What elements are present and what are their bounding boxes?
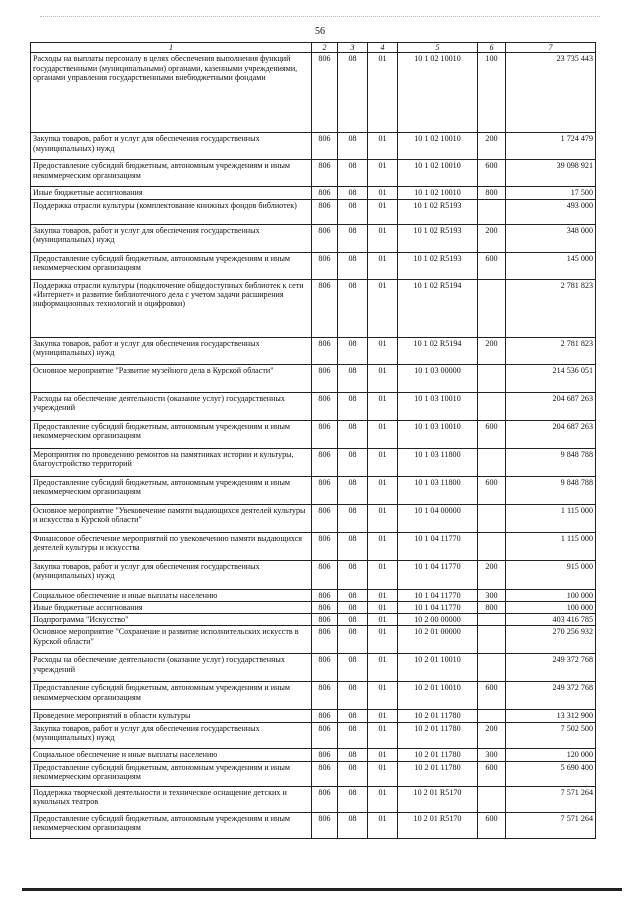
header-col-4: 4 bbox=[368, 43, 398, 53]
page-number: 56 bbox=[315, 26, 325, 37]
row-subsection: 01 bbox=[368, 504, 398, 532]
row-grbs: 806 bbox=[312, 448, 338, 476]
row-grbs: 806 bbox=[312, 532, 338, 560]
row-target-article: 10 1 02 10010 bbox=[398, 53, 478, 133]
row-subsection: 01 bbox=[368, 199, 398, 224]
row-subsection: 01 bbox=[368, 476, 398, 504]
row-section: 08 bbox=[338, 224, 368, 252]
row-expense-type: 600 bbox=[478, 420, 506, 448]
row-target-article: 10 1 02 10010 bbox=[398, 187, 478, 199]
row-section: 08 bbox=[338, 786, 368, 812]
row-name: Подпрограмма "Искусство" bbox=[31, 614, 312, 626]
table-row bbox=[31, 589, 596, 601]
row-expense-type: 600 bbox=[478, 476, 506, 504]
row-grbs: 806 bbox=[312, 392, 338, 420]
row-target-article: 10 1 02 10010 bbox=[398, 133, 478, 160]
row-amount: 39 098 921 bbox=[506, 160, 596, 187]
row-expense-type bbox=[478, 532, 506, 560]
row-name: Поддержка отрасли культуры (комплектование книжных фондов библиотек) bbox=[31, 199, 312, 224]
table-row bbox=[31, 626, 596, 654]
row-section: 08 bbox=[338, 761, 368, 786]
row-subsection: 01 bbox=[368, 187, 398, 199]
row-subsection: 01 bbox=[368, 133, 398, 160]
table-row bbox=[31, 476, 596, 504]
table-row bbox=[31, 812, 596, 838]
header-col-3: 3 bbox=[338, 43, 368, 53]
row-grbs: 806 bbox=[312, 589, 338, 601]
row-amount: 348 000 bbox=[506, 224, 596, 252]
row-expense-type: 200 bbox=[478, 133, 506, 160]
row-grbs: 806 bbox=[312, 654, 338, 682]
table-row bbox=[31, 252, 596, 279]
table-body bbox=[31, 53, 596, 838]
row-amount: 9 848 788 bbox=[506, 448, 596, 476]
row-section: 08 bbox=[338, 589, 368, 601]
row-expense-type bbox=[478, 710, 506, 722]
row-subsection: 01 bbox=[368, 589, 398, 601]
row-grbs: 806 bbox=[312, 160, 338, 187]
row-section: 08 bbox=[338, 53, 368, 133]
header-col-1: 1 bbox=[31, 43, 312, 53]
row-name: Закупка товаров, работ и услуг для обеспечения государственных (муниципальных) нужд bbox=[31, 224, 312, 252]
row-expense-type bbox=[478, 626, 506, 654]
row-grbs: 806 bbox=[312, 53, 338, 133]
row-target-article: 10 1 04 11770 bbox=[398, 601, 478, 613]
table-row bbox=[31, 654, 596, 682]
table-row bbox=[31, 786, 596, 812]
row-grbs: 806 bbox=[312, 614, 338, 626]
row-subsection: 01 bbox=[368, 392, 398, 420]
row-grbs: 806 bbox=[312, 420, 338, 448]
row-expense-type: 200 bbox=[478, 224, 506, 252]
row-grbs: 806 bbox=[312, 504, 338, 532]
row-grbs: 806 bbox=[312, 761, 338, 786]
row-amount: 915 000 bbox=[506, 560, 596, 589]
row-amount: 9 848 788 bbox=[506, 476, 596, 504]
row-grbs: 806 bbox=[312, 133, 338, 160]
row-target-article: 10 2 01 11780 bbox=[398, 722, 478, 748]
row-section: 08 bbox=[338, 614, 368, 626]
table-row bbox=[31, 53, 596, 133]
table-row bbox=[31, 560, 596, 589]
row-subsection: 01 bbox=[368, 532, 398, 560]
row-name: Основное мероприятие "Сохранение и развитие исполнительских искусств в Курской области" bbox=[31, 626, 312, 654]
row-section: 08 bbox=[338, 187, 368, 199]
row-name: Расходы на выплаты персоналу в целях обеспечения выполнения функций государственными (муниципальными) органами, казенными учреждениями, органами управления государственными внебюджетными фондами bbox=[31, 53, 312, 133]
row-target-article: 10 1 02 R5193 bbox=[398, 224, 478, 252]
row-section: 08 bbox=[338, 337, 368, 364]
table-row bbox=[31, 364, 596, 392]
table-row bbox=[31, 601, 596, 613]
scan-bottom-border bbox=[22, 888, 622, 891]
row-target-article: 10 2 01 11780 bbox=[398, 710, 478, 722]
row-name: Предоставление субсидий бюджетным, автономным учреждениям и иным некоммерческим организациям bbox=[31, 761, 312, 786]
row-subsection: 01 bbox=[368, 224, 398, 252]
table-row bbox=[31, 614, 596, 626]
row-grbs: 806 bbox=[312, 279, 338, 337]
row-grbs: 806 bbox=[312, 337, 338, 364]
row-section: 08 bbox=[338, 682, 368, 710]
header-col-6: 6 bbox=[478, 43, 506, 53]
row-name: Предоставление субсидий бюджетным, автономным учреждениям и иным некоммерческим организациям bbox=[31, 252, 312, 279]
row-amount: 2 781 823 bbox=[506, 279, 596, 337]
row-expense-type bbox=[478, 504, 506, 532]
row-name: Предоставление субсидий бюджетным, автономным учреждениям и иным некоммерческим организациям bbox=[31, 160, 312, 187]
row-grbs: 806 bbox=[312, 560, 338, 589]
table-row bbox=[31, 748, 596, 761]
row-section: 08 bbox=[338, 476, 368, 504]
row-name: Закупка товаров, работ и услуг для обеспечения государственных (муниципальных) нужд bbox=[31, 560, 312, 589]
table-row bbox=[31, 722, 596, 748]
row-section: 08 bbox=[338, 560, 368, 589]
table-row bbox=[31, 420, 596, 448]
row-amount: 493 000 bbox=[506, 199, 596, 224]
table-row bbox=[31, 337, 596, 364]
table-row bbox=[31, 682, 596, 710]
row-section: 08 bbox=[338, 279, 368, 337]
row-subsection: 01 bbox=[368, 364, 398, 392]
row-target-article: 10 1 02 R5193 bbox=[398, 252, 478, 279]
row-expense-type bbox=[478, 448, 506, 476]
row-grbs: 806 bbox=[312, 722, 338, 748]
row-amount: 1 115 000 bbox=[506, 504, 596, 532]
row-grbs: 806 bbox=[312, 187, 338, 199]
row-target-article: 10 1 03 10010 bbox=[398, 420, 478, 448]
row-subsection: 01 bbox=[368, 812, 398, 838]
row-expense-type bbox=[478, 364, 506, 392]
row-grbs: 806 bbox=[312, 812, 338, 838]
row-amount: 7 571 264 bbox=[506, 812, 596, 838]
row-target-article: 10 2 01 11780 bbox=[398, 748, 478, 761]
row-target-article: 10 1 03 11800 bbox=[398, 448, 478, 476]
row-section: 08 bbox=[338, 532, 368, 560]
row-subsection: 01 bbox=[368, 614, 398, 626]
row-subsection: 01 bbox=[368, 722, 398, 748]
table-row bbox=[31, 710, 596, 722]
row-amount: 7 571 264 bbox=[506, 786, 596, 812]
row-grbs: 806 bbox=[312, 224, 338, 252]
row-target-article: 10 1 02 R5194 bbox=[398, 337, 478, 364]
row-subsection: 01 bbox=[368, 761, 398, 786]
scan-top-border bbox=[40, 16, 600, 18]
row-expense-type: 600 bbox=[478, 682, 506, 710]
row-grbs: 806 bbox=[312, 476, 338, 504]
row-subsection: 01 bbox=[368, 160, 398, 187]
row-amount: 403 416 785 bbox=[506, 614, 596, 626]
row-amount: 145 000 bbox=[506, 252, 596, 279]
row-section: 08 bbox=[338, 812, 368, 838]
table-row bbox=[31, 392, 596, 420]
row-name: Иные бюджетные ассигнования bbox=[31, 601, 312, 613]
row-amount: 120 000 bbox=[506, 748, 596, 761]
row-target-article: 10 2 01 R5170 bbox=[398, 786, 478, 812]
row-name: Предоставление субсидий бюджетным, автономным учреждениям и иным некоммерческим организациям bbox=[31, 812, 312, 838]
table-row bbox=[31, 187, 596, 199]
row-expense-type bbox=[478, 279, 506, 337]
row-name: Предоставление субсидий бюджетным, автономным учреждениям и иным некоммерческим организациям bbox=[31, 682, 312, 710]
row-name: Социальное обеспечение и иные выплаты населению bbox=[31, 748, 312, 761]
row-name: Финансовое обеспечение мероприятий по увековечению памяти выдающихся деятелей культуры и искусства bbox=[31, 532, 312, 560]
row-amount: 1 724 479 bbox=[506, 133, 596, 160]
row-name: Мероприятия по проведению ремонтов на памятниках истории и культуры, благоустройство территорий bbox=[31, 448, 312, 476]
row-subsection: 01 bbox=[368, 601, 398, 613]
row-grbs: 806 bbox=[312, 748, 338, 761]
row-amount: 7 502 500 bbox=[506, 722, 596, 748]
budget-table bbox=[30, 42, 596, 839]
table-row bbox=[31, 160, 596, 187]
row-target-article: 10 1 02 10010 bbox=[398, 160, 478, 187]
row-grbs: 806 bbox=[312, 252, 338, 279]
row-amount: 1 115 000 bbox=[506, 532, 596, 560]
row-amount: 214 536 051 bbox=[506, 364, 596, 392]
row-subsection: 01 bbox=[368, 448, 398, 476]
row-expense-type bbox=[478, 654, 506, 682]
row-grbs: 806 bbox=[312, 710, 338, 722]
row-grbs: 806 bbox=[312, 682, 338, 710]
row-section: 08 bbox=[338, 748, 368, 761]
row-name: Проведение мероприятий в области культуры bbox=[31, 710, 312, 722]
row-section: 08 bbox=[338, 392, 368, 420]
row-target-article: 10 1 03 11800 bbox=[398, 476, 478, 504]
row-expense-type: 600 bbox=[478, 761, 506, 786]
row-subsection: 01 bbox=[368, 420, 398, 448]
row-section: 08 bbox=[338, 252, 368, 279]
row-subsection: 01 bbox=[368, 279, 398, 337]
row-section: 08 bbox=[338, 504, 368, 532]
row-name: Поддержка отрасли культуры (подключение общедоступных библиотек к сети «Интернет» и развитие библиотечного дела с учетом задачи расширения информационных технологий и оцифровки) bbox=[31, 279, 312, 337]
row-expense-type: 800 bbox=[478, 187, 506, 199]
row-target-article: 10 1 02 R5194 bbox=[398, 279, 478, 337]
row-section: 08 bbox=[338, 364, 368, 392]
row-subsection: 01 bbox=[368, 337, 398, 364]
row-section: 08 bbox=[338, 722, 368, 748]
row-expense-type: 600 bbox=[478, 812, 506, 838]
row-target-article: 10 2 00 00000 bbox=[398, 614, 478, 626]
row-grbs: 806 bbox=[312, 199, 338, 224]
row-expense-type bbox=[478, 392, 506, 420]
row-subsection: 01 bbox=[368, 786, 398, 812]
row-name: Закупка товаров, работ и услуг для обеспечения государственных (муниципальных) нужд bbox=[31, 337, 312, 364]
row-amount: 5 690 400 bbox=[506, 761, 596, 786]
row-target-article: 10 1 04 11770 bbox=[398, 589, 478, 601]
header-col-2: 2 bbox=[312, 43, 338, 53]
row-section: 08 bbox=[338, 626, 368, 654]
row-expense-type: 300 bbox=[478, 748, 506, 761]
row-name: Предоставление субсидий бюджетным, автономным учреждениям и иным некоммерческим организациям bbox=[31, 420, 312, 448]
row-expense-type bbox=[478, 614, 506, 626]
row-amount: 100 000 bbox=[506, 589, 596, 601]
row-target-article: 10 1 02 R5193 bbox=[398, 199, 478, 224]
row-amount: 17 500 bbox=[506, 187, 596, 199]
table-row bbox=[31, 504, 596, 532]
row-amount: 100 000 bbox=[506, 601, 596, 613]
row-expense-type bbox=[478, 199, 506, 224]
row-name: Закупка товаров, работ и услуг для обеспечения государственных (муниципальных) нужд bbox=[31, 722, 312, 748]
row-target-article: 10 2 01 10010 bbox=[398, 654, 478, 682]
table-row bbox=[31, 532, 596, 560]
header-row bbox=[31, 43, 596, 53]
table-row bbox=[31, 761, 596, 786]
row-section: 08 bbox=[338, 448, 368, 476]
row-grbs: 806 bbox=[312, 601, 338, 613]
row-subsection: 01 bbox=[368, 53, 398, 133]
row-target-article: 10 2 01 10010 bbox=[398, 682, 478, 710]
row-amount: 249 372 768 bbox=[506, 682, 596, 710]
row-name: Закупка товаров, работ и услуг для обеспечения государственных (муниципальных) нужд bbox=[31, 133, 312, 160]
row-subsection: 01 bbox=[368, 748, 398, 761]
row-name: Поддержка творческой деятельности и техническое оснащение детских и кукольных театров bbox=[31, 786, 312, 812]
table-row bbox=[31, 279, 596, 337]
table-row bbox=[31, 224, 596, 252]
row-expense-type: 600 bbox=[478, 252, 506, 279]
row-section: 08 bbox=[338, 654, 368, 682]
row-name: Расходы на обеспечение деятельности (оказание услуг) государственных учреждений bbox=[31, 392, 312, 420]
row-name: Расходы на обеспечение деятельности (оказание услуг) государственных учреждений bbox=[31, 654, 312, 682]
row-target-article: 10 1 03 10010 bbox=[398, 392, 478, 420]
row-section: 08 bbox=[338, 160, 368, 187]
row-amount: 2 781 823 bbox=[506, 337, 596, 364]
row-section: 08 bbox=[338, 710, 368, 722]
row-grbs: 806 bbox=[312, 364, 338, 392]
row-target-article: 10 1 03 00000 bbox=[398, 364, 478, 392]
header-col-5: 5 bbox=[398, 43, 478, 53]
row-name: Основное мероприятие "Развитие музейного дела в Курской области" bbox=[31, 364, 312, 392]
row-target-article: 10 2 01 11780 bbox=[398, 761, 478, 786]
row-subsection: 01 bbox=[368, 560, 398, 589]
row-subsection: 01 bbox=[368, 626, 398, 654]
row-target-article: 10 2 01 R5170 bbox=[398, 812, 478, 838]
table-row bbox=[31, 448, 596, 476]
header-col-7: 7 bbox=[506, 43, 596, 53]
row-amount: 13 312 900 bbox=[506, 710, 596, 722]
row-name: Предоставление субсидий бюджетным, автономным учреждениям и иным некоммерческим организациям bbox=[31, 476, 312, 504]
row-amount: 204 687 263 bbox=[506, 392, 596, 420]
row-expense-type bbox=[478, 786, 506, 812]
row-subsection: 01 bbox=[368, 654, 398, 682]
row-subsection: 01 bbox=[368, 682, 398, 710]
row-expense-type: 800 bbox=[478, 601, 506, 613]
table-row bbox=[31, 199, 596, 224]
row-amount: 23 735 443 bbox=[506, 53, 596, 133]
row-name: Социальное обеспечение и иные выплаты населению bbox=[31, 589, 312, 601]
row-expense-type: 200 bbox=[478, 560, 506, 589]
row-expense-type: 100 bbox=[478, 53, 506, 133]
row-grbs: 806 bbox=[312, 626, 338, 654]
row-target-article: 10 1 04 11770 bbox=[398, 560, 478, 589]
row-expense-type: 200 bbox=[478, 722, 506, 748]
row-subsection: 01 bbox=[368, 710, 398, 722]
row-amount: 204 687 263 bbox=[506, 420, 596, 448]
table-row bbox=[31, 133, 596, 160]
row-grbs: 806 bbox=[312, 786, 338, 812]
row-expense-type: 300 bbox=[478, 589, 506, 601]
row-amount: 270 256 932 bbox=[506, 626, 596, 654]
row-section: 08 bbox=[338, 601, 368, 613]
row-target-article: 10 2 01 00000 bbox=[398, 626, 478, 654]
row-name: Иные бюджетные ассигнования bbox=[31, 187, 312, 199]
row-section: 08 bbox=[338, 199, 368, 224]
row-target-article: 10 1 04 00000 bbox=[398, 504, 478, 532]
row-target-article: 10 1 04 11770 bbox=[398, 532, 478, 560]
row-expense-type: 200 bbox=[478, 337, 506, 364]
row-section: 08 bbox=[338, 420, 368, 448]
row-amount: 249 372 768 bbox=[506, 654, 596, 682]
row-section: 08 bbox=[338, 133, 368, 160]
row-name: Основное мероприятие "Увековечение памяти выдающихся деятелей культуры и искусства в Курской области" bbox=[31, 504, 312, 532]
row-expense-type: 600 bbox=[478, 160, 506, 187]
row-subsection: 01 bbox=[368, 252, 398, 279]
